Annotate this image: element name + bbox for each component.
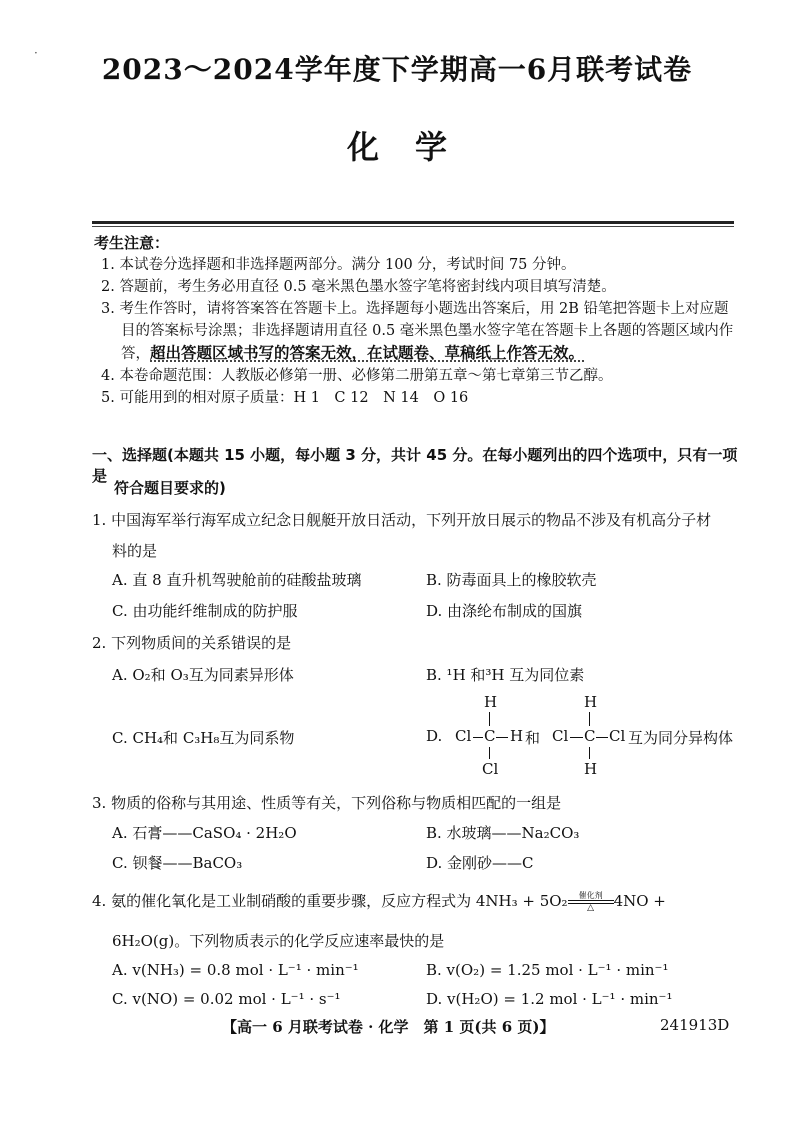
q4-equation-left: 4. 氨的催化氧化是工业制硝酸的重要步骤，反应方程式为 4NH₃ + 5O₂ (92, 892, 568, 910)
corner-mark: · (34, 46, 38, 60)
heat-symbol: △ (587, 902, 595, 913)
notice-item-2: 2. 答题前，考生务必用直径 0.5 毫米黑色墨水签字笔将密封线内项目填写清楚。 (101, 279, 616, 295)
q4-option-b: B. v(O₂) = 1.25 mol · L⁻¹ · min⁻¹ (426, 961, 669, 979)
header-rule-thick (92, 221, 734, 224)
s2-bond-bottom (589, 747, 590, 759)
s2-bond-left (570, 737, 583, 738)
q4-stem-line2: 6H₂O(g)。下列物质表示的化学反应速率最快的是 (112, 932, 445, 950)
q2-stem: 2. 下列物质间的关系错误的是 (92, 634, 292, 652)
q4-equation-right: 4NO + (613, 892, 666, 910)
s2-center-c: C (584, 727, 596, 745)
s2-top-h: H (584, 693, 598, 711)
q3-stem: 3. 物质的俗称与其用途、性质等有关，下列俗称与物质相匹配的一组是 (92, 794, 562, 812)
header-rule-thin (92, 226, 734, 227)
section-heading-line1: 一、选择题(本题共 15 小题，每小题 3 分，共计 45 分。在每小题列出的四个选项中，只有一项是 (92, 446, 738, 485)
s1-bond-top (489, 712, 490, 726)
s1-top-h: H (484, 693, 498, 711)
q3-option-a: A. 石膏——CaSO₄ · 2H₂O (112, 824, 297, 842)
exam-code: 241913D (660, 1016, 730, 1034)
q4-stem-line1 (92, 890, 742, 913)
q2-option-d-he: 和 (525, 729, 541, 747)
q3-option-b: B. 水玻璃——Na₂CO₃ (426, 824, 580, 842)
s1-center-c: C (484, 727, 496, 745)
q4-option-c: C. v(NO) = 0.02 mol · L⁻¹ · s⁻¹ (112, 990, 341, 1008)
notice-item-5: 5. 可能用到的相对原子质量：H 1 C 12 N 14 O 16 (101, 390, 469, 406)
exam-title: 2023～2024学年度下学期高一6月联考试卷 (101, 53, 693, 86)
notice-emphasis: 超出答题区域书写的答案无效，在试题卷、草稿纸上作答无效。 (150, 344, 585, 362)
reaction-arrow (568, 892, 614, 913)
notice-item-4: 4. 本卷命题范围：人教版必修第一册、必修第二册第五章～第七章第三节乙醇。 (101, 368, 613, 384)
q2-option-d-label: D. (426, 727, 443, 745)
subject-title: 化学 (346, 128, 483, 166)
q2-option-d-suffix: 互为同分异构体 (628, 729, 734, 747)
page-footer: 【高一 6 月联考试卷 · 化学 第 1 页(共 6 页)】 (222, 1018, 555, 1036)
catalyst-label: 催化剂 (578, 890, 603, 900)
section-heading-line2: 符合题目要求的) (114, 479, 226, 497)
q1-option-a: A. 直 8 直升机驾驶舱前的硅酸盐玻璃 (112, 571, 362, 589)
q4-option-a: A. v(NH₃) = 0.8 mol · L⁻¹ · min⁻¹ (112, 961, 359, 979)
notice-item-3 (94, 298, 734, 365)
q2-option-a: A. O₂和 O₃互为同素异形体 (112, 666, 294, 684)
s1-bond-left (473, 737, 483, 738)
q4-option-d: D. v(H₂O) = 1.2 mol · L⁻¹ · min⁻¹ (426, 990, 673, 1008)
s2-bottom-h: H (584, 760, 598, 778)
q2-option-c: C. CH₄和 C₃H₈互为同系物 (112, 729, 295, 747)
s1-left-cl: Cl (455, 727, 472, 745)
s1-bottom-cl: Cl (482, 760, 499, 778)
q2-option-b: B. ¹H 和³H 互为同位素 (426, 666, 585, 684)
s1-right-h: H (510, 727, 524, 745)
notice-title: 考生注意： (94, 234, 170, 252)
s2-bond-right (596, 737, 608, 738)
q1-option-d: D. 由涤纶布制成的国旗 (426, 602, 583, 620)
notice-item-1: 1. 本试卷分选择题和非选择题两部分。满分 100 分，考试时间 75 分钟。 (101, 257, 576, 273)
q1-stem-line1: 1. 中国海军举行海军成立纪念日舰艇开放日活动，下列开放日展示的物品不涉及有机高分子材 (92, 511, 712, 529)
q1-option-b: B. 防毒面具上的橡胶软壳 (426, 571, 597, 589)
s2-bond-top (589, 712, 590, 726)
s2-right-cl: Cl (609, 727, 626, 745)
q1-option-c: C. 由功能纤维制成的防护服 (112, 602, 298, 620)
notice-item-3-text: 3. 考生作答时，请将答案答在答题卡上。选择题每小题选出答案后，用 2B 铅笔把答题卡上对应题目的答案标号涂黑；非选择题请用直径 0.5 毫米黑色墨水签字笔在答题卡上各题的答题区域内作答， (101, 301, 734, 362)
q3-option-c: C. 钡餐——BaCO₃ (112, 854, 243, 872)
s2-left-cl: Cl (552, 727, 569, 745)
s1-bond-right (496, 737, 508, 738)
q3-option-d: D. 金刚砂——C (426, 854, 534, 872)
q1-stem-line2: 料的是 (112, 542, 158, 560)
s1-bond-bottom (489, 747, 490, 759)
candidate-notice (94, 232, 734, 409)
